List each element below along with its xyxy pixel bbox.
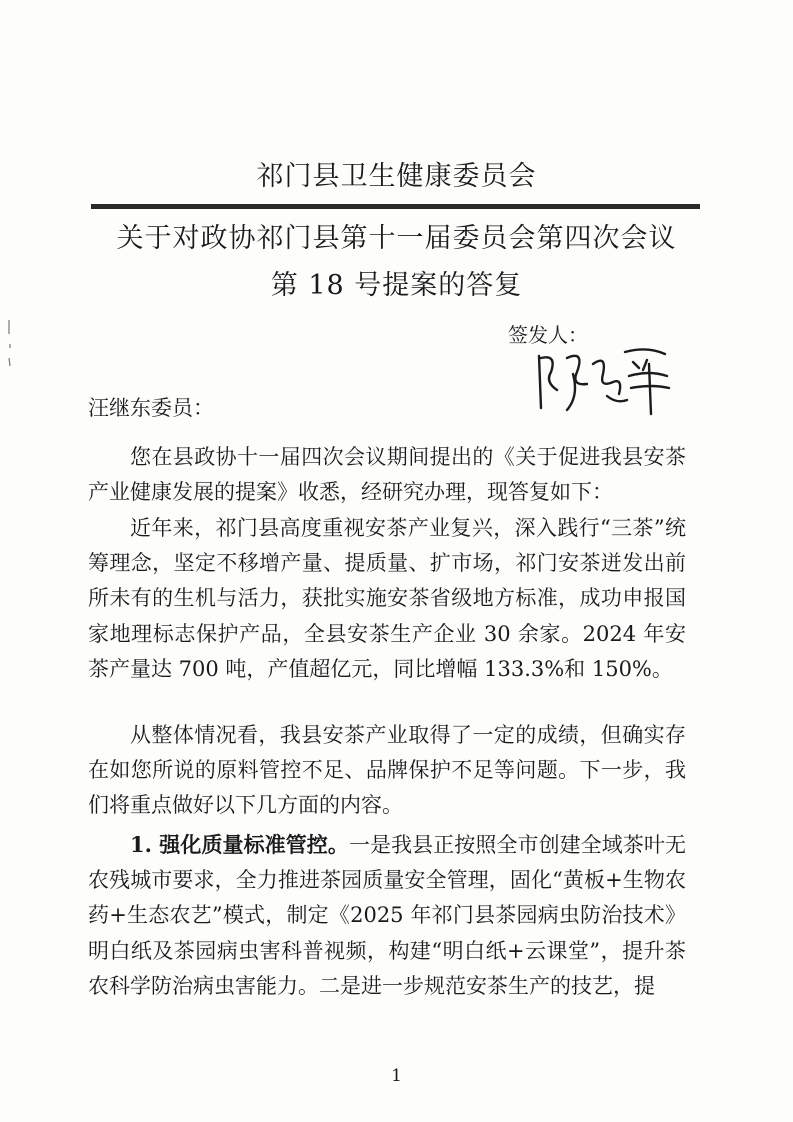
header-divider	[91, 204, 700, 209]
paragraph-assessment: 从整体情况看，我县安茶产业取得了一定的成绩，但确实存在如您所说的原料管控不足、品牌保护不足等问题。下一步，我们将重点做好以下几方面的内容。	[88, 723, 686, 818]
issuing-organization: 祁门县卫生健康委员会	[256, 161, 537, 192]
paragraph-section-1	[88, 827, 686, 1004]
handwritten-signature	[527, 338, 677, 418]
page-number: 1	[391, 1066, 402, 1086]
salutation: 汪继东委员：	[88, 396, 214, 420]
scan-artifact-mark	[6, 318, 14, 368]
document-title-line-1: 关于对政协祁门县第十一届委员会第四次会议	[116, 223, 677, 254]
paragraph-acknowledgement: 您在县政协十一届四次会议期间提出的《关于促进我县安茶产业健康发展的提案》收悉，经研究办理，现答复如下：	[88, 445, 686, 505]
document-title-line-2: 第 18 号提案的答复	[270, 270, 523, 301]
section-1-text: 一是我县正按照全市创建全域茶叶无农残城市要求，全力推进茶园质量安全管理，固化“黄板+生物农药+生态农艺”模式，制定《2025 年祁门县茶园病虫防治技术》明白纸及茶园病虫害科普视频，构建“明白纸+云课堂”，提升茶农科学防治病虫害能力。二是进一步规范安茶生产的技艺，提	[88, 833, 687, 998]
section-1-heading: 1. 强化质量标准管控。	[130, 832, 349, 857]
signer-label: 签发人：	[508, 323, 588, 347]
paragraph-background: 近年来，祁门县高度重视安茶产业复兴，深入践行“三茶”统筹理念，坚定不移增产量、提质量、扩市场，祁门安茶迸发出前所未有的生机与活力，获批实施安茶省级地方标准，成功申报国家地理标志保护产品，全县安茶生产企业 30 余家。2024 年安茶产量达 700 吨，产值超亿元，同比增幅 133.3%和 150%。	[88, 516, 686, 681]
